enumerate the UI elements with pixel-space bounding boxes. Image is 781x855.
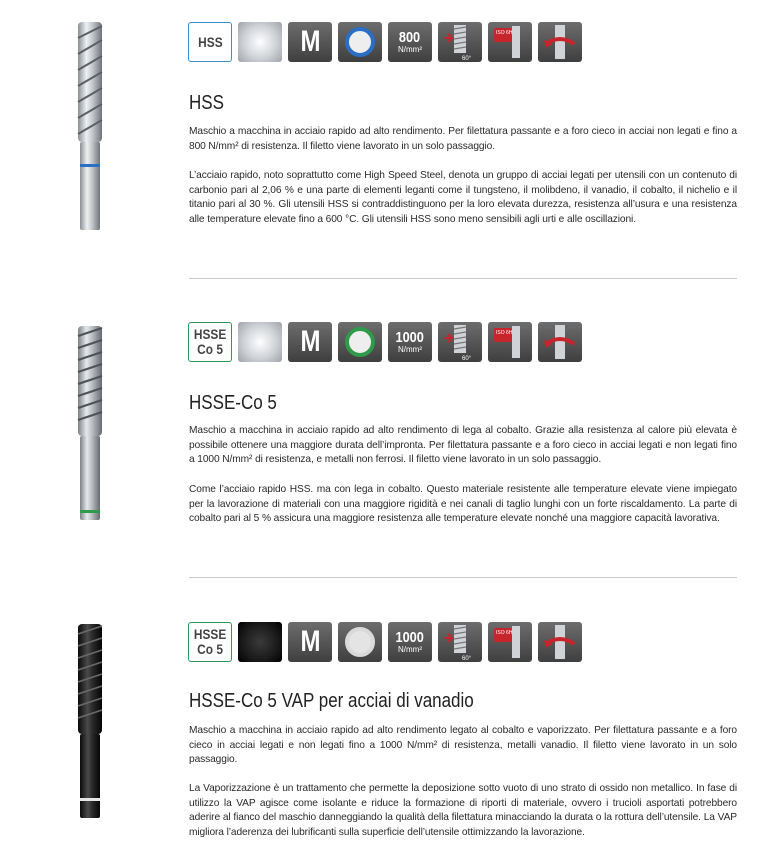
product-section-hsse-co5-vap bbox=[0, 600, 781, 855]
section-title: HSS bbox=[189, 92, 224, 114]
rotation-arrow-icon bbox=[538, 622, 582, 662]
metric-thread-icon: M bbox=[288, 622, 332, 662]
svg-text:ISO 6H: ISO 6H bbox=[496, 630, 513, 636]
svg-text:60°: 60° bbox=[462, 56, 472, 62]
material-badge: HSSE Co 5 bbox=[188, 322, 232, 362]
tap-image-hss bbox=[60, 18, 120, 233]
thread-angle-icon bbox=[438, 322, 482, 362]
description-paragraph: L’acciaio rapido, noto soprattutto come High Speed Steel, denota un gruppo di acciai legati per utensili con un contenuto di carbonio pari al 2,06 % e una parte di elementi leganti come il tungsteno, il molibdeno, il vanadio, il cobalto, il nichelio e il titanio pari al 30 %. Gli utensili HSS si contraddistinguono per la loro elevata durezza, resistenza all’usura e una resistenza alle temperature elevate fino a 600 °C. Gli utensili HSS sono meno sensibili agli urti e alle oscillazioni. bbox=[189, 170, 737, 225]
iso-tolerance-icon bbox=[488, 622, 532, 662]
svg-text:60°: 60° bbox=[462, 356, 472, 362]
surface-bright-icon bbox=[238, 22, 282, 62]
iso-tolerance-icon bbox=[488, 322, 532, 362]
svg-text:ISO 6H: ISO 6H bbox=[496, 330, 513, 336]
ring-color-icon bbox=[338, 622, 382, 662]
material-badge: HSSE Co 5 bbox=[188, 622, 232, 662]
product-section-hss bbox=[0, 0, 781, 280]
svg-text:ISO 6H: ISO 6H bbox=[496, 30, 513, 36]
icon-row-hsse-co5 bbox=[188, 322, 582, 362]
ring-color-icon bbox=[338, 322, 382, 362]
metric-thread-icon: M bbox=[288, 322, 332, 362]
strength-badge: 800 N/mm² bbox=[388, 22, 432, 62]
description-paragraph: Maschio a macchina in acciaio rapido ad alto rendimento legato al cobalto e vaporizzato. Per filettatura passante e a foro cieco in acciai legati e non legati fino a 1000 N/mm² di resistenza, metalli vanadio. Il filetto viene lavorato in un solo passaggio. bbox=[189, 725, 737, 765]
iso-tolerance-icon bbox=[488, 22, 532, 62]
strength-badge: 1000 N/mm² bbox=[388, 322, 432, 362]
section-divider bbox=[189, 577, 737, 578]
description-paragraph: La Vaporizzazione è un trattamento che permette la deposizione sotto vuoto di uno strato di ossido non metallico. In fase di utilizzo la VAP agisce come isolante e riduce la formazione di riporti di materiale, ovvero i trucioli asportati potrebbero aderire al fianco del maschio danneggiando la qualità della filettatura minacciando la durata o la rottura dell’utensile. La VAP migliora l’aderenza dei lubrificanti sulla superficie dell’utensile ottimizzando la lavorazione. bbox=[189, 783, 737, 838]
rotation-arrow-icon bbox=[538, 322, 582, 362]
description-paragraph: Come l’acciaio rapido HSS. ma con lega in cobalto. Questo materiale resistente alle temperature elevate viene impiegato per la lavorazione di materiali con una maggiore rigidità e nei canali di taglio lunghi con un forte riscaldamento. La parte di cobalto pari al 5 % assicura una maggiore resistenza alle temperature elevate nonché una maggiore capacità lavorativa. bbox=[189, 484, 737, 524]
section-title: HSSE-Co 5 bbox=[189, 392, 277, 414]
svg-text:60°: 60° bbox=[462, 656, 472, 662]
product-section-hsse-co5 bbox=[0, 300, 781, 580]
rotation-arrow-icon bbox=[538, 22, 582, 62]
thread-angle-icon bbox=[438, 22, 482, 62]
thread-angle-icon bbox=[438, 622, 482, 662]
description-paragraph: Maschio a macchina in acciaio rapido ad alto rendimento di lega al cobalto. Grazie alla resistenza al calore più elevata è possibile ottenere una maggiore durata dell’impronta. Per filettatura passante e a foro cieco in acciai legati e non legati fino a 1000 N/mm² di resistenza, e metalli non ferrosi. Il filetto viene lavorato in un solo passaggio. bbox=[189, 425, 737, 465]
metric-thread-icon: M bbox=[288, 22, 332, 62]
icon-row-hsse-co5-vap bbox=[188, 622, 582, 662]
material-badge: HSS bbox=[188, 22, 232, 62]
strength-badge: 1000 N/mm² bbox=[388, 622, 432, 662]
tap-image-hsse-co5 bbox=[60, 322, 120, 522]
section-title: HSSE-Co 5 VAP per acciai di vanadio bbox=[189, 690, 474, 712]
description-paragraph: Maschio a macchina in acciaio rapido ad alto rendimento. Per filettatura passante e a foro cieco in acciai non legati e fino a 800 N/mm² di resistenza. Il filetto viene lavorato in un solo passaggio. bbox=[189, 126, 737, 152]
surface-bright-icon bbox=[238, 322, 282, 362]
tap-image-hsse-co5-vap bbox=[60, 620, 120, 820]
surface-black-icon bbox=[238, 622, 282, 662]
section-divider bbox=[189, 278, 737, 279]
icon-row-hss bbox=[188, 22, 582, 62]
ring-color-icon bbox=[338, 22, 382, 62]
